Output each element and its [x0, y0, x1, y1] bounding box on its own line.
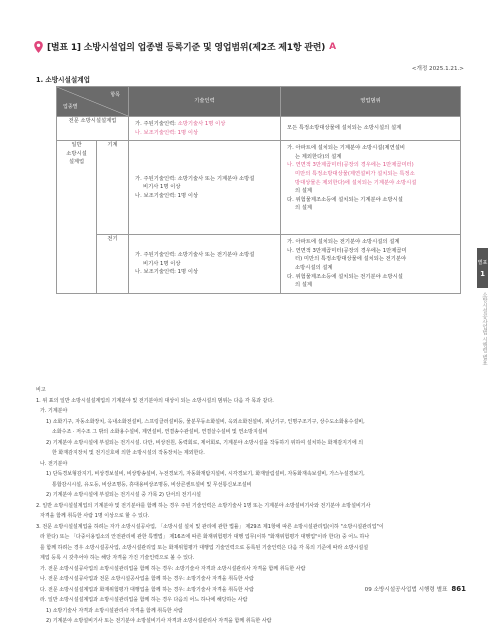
tech-line: 가. 주된기술인력:: [135, 121, 178, 127]
tech-line: 비기사 1명 이상: [143, 260, 181, 267]
note-line: 1) 소방기술사 자격과 소방시설관리사 자격을 함께 취득한 사람: [46, 607, 184, 614]
scope-line: 가. 아파트에 설치되는 전기분야 소방시설의 설계: [287, 239, 400, 246]
note-line: 2) 기계분야 소방시설에 부설되는 전기시설. 다만, 비상전원, 동력회로, 제어회로, 기계분야 소방시설을 작동하기 위하여 설치하는 화재감지기에 의: [46, 439, 364, 446]
note-line: 나. 전문 소방시설공사업과 전문 소방시설공사업을 함께 하는 경우: 소방기술사 자격을 취득한 사람: [40, 576, 254, 582]
table-header-row: [57, 87, 461, 117]
title-row: [34, 40, 474, 53]
note-line: 를 함께 하려는 경우 소방시설공사업, 소방시설관리업 또는 화재위험평가 대행업 기술인력으로 등록된 기술인력은 다음 각 목의 기준에 따라 소방시설설: [40, 544, 369, 551]
note-line: 2. 일반 소방시설설계업의 기계분야 및 전기분야를 함께 하는 경우 주된 기술인력은 소방기술사 1명 또는 기계분야 소방설비기사와 전기분야 소방설비기사: [36, 502, 371, 509]
note-line: 1) 소화기구, 자동소화장치, 옥내소화전설비, 스프링클러설비등, 물분무등소화설비, 옥외소화전설비, 피난기구, 인명구조기구, 상수도소화용수설비,: [46, 418, 365, 425]
scope-line: 다. 위험물제조소등에 설치되는 기계분야 소방시설: [287, 196, 403, 203]
note-line: 한 화재감지장치 및 전기신호에 의한 소방시설의 작동장치는 제외한다.: [52, 450, 205, 456]
tech-line: 나. 보조기술인력: 1명 이상: [135, 192, 199, 199]
cell-scope: [281, 235, 461, 294]
diagonal-header: [57, 87, 129, 117]
map-pin-icon: [34, 41, 43, 53]
tech-line: 가. 주된기술인력: 소방기술사 또는 기계분야 소방설: [135, 175, 255, 182]
side-tab[interactable]: [477, 248, 488, 288]
row-label-general: 전문 소방시설설계업: [57, 117, 129, 141]
registration-table: [56, 86, 461, 294]
cell-scope: 모든 특정소방대상물에 설치되는 소방시설의 설계: [281, 117, 461, 141]
scope-line: 다. 위험물제조소등에 설치되는 전기분야 소방시설: [287, 273, 403, 280]
column-header-scope: 영업범위: [281, 87, 461, 117]
group-label: [57, 141, 97, 294]
cell-scope: [281, 141, 461, 235]
note-line: 라. 일반 소방시설설계업과 소방시설관리업을 함께 하는 경우 다음의 어느 하나에 해당하는 사람: [40, 597, 248, 603]
note-line: 2) 기계분야 소방시설에 부설되는 전기시설 중 가목 2) 단서의 전기시설: [46, 492, 201, 498]
scope-line: 방대상물은 제외한다)에 설치되는 기계분야 소방시설: [295, 179, 417, 186]
tech-line: 비기사 1명 이상: [143, 184, 181, 191]
note-line: 가. 전문 소방시설공사업의 소방시설관리업을 함께 하는 경우: 소방기술사 자격과 소방시설관리사 자격을 함께 취득한 사람: [40, 565, 306, 572]
note-line: 자격을 함께 취득한 사람 1명 이상으로 할 수 있다.: [40, 513, 150, 519]
note-line: 다. 전문 소방시설설계업과 화재위험평가 대행업을 함께 하는 경우: 소방기술사 자격을 취득한 사람: [40, 586, 254, 593]
tech-line: 가. 주된기술인력: 소방기술사 또는 전기분야 소방설: [135, 252, 255, 259]
notes-label: 비고: [36, 387, 46, 393]
row-label-mech: 기계: [97, 141, 129, 235]
note-line: 라 한다) 또는 「다중이용업소의 안전관리에 관한 특별법」 제16조에 따른 화재위험평가 대행 업무(이하 "화재위험평가 대행업"이라 한다) 중 어느 하나: [40, 534, 370, 540]
side-running-title: 소방시설공사업법 시행령 별표: [481, 292, 487, 366]
scope-line: 미만의 특정소방대상물(제연설비가 설치되는 특정소: [295, 170, 415, 177]
diag-label-item: 항목: [110, 92, 120, 98]
cell-tech: [129, 117, 281, 141]
side-tab-number: 1: [480, 269, 485, 278]
scope-line: 의 설계: [295, 188, 313, 195]
scope-line: 의 설계: [295, 282, 313, 289]
row-label-elec: 전기: [97, 235, 129, 294]
note-line: 계업 등록 시 갖추어야 하는 해당 자격을 가진 기술인력으로 볼 수 있다.: [40, 555, 195, 561]
cell-tech: [129, 235, 281, 294]
column-header-tech: 기술인력: [129, 87, 281, 117]
page-number: 861: [451, 585, 466, 593]
table-row: [57, 117, 461, 141]
footer-chapter: 09 소방시설공사업법 시행령 별표: [364, 587, 448, 593]
note-line: 3. 전문 소방시설설계업을 하려는 자가 소방시설공사업, 「소방시설 설치 및 관리에 관한 법률」 제29조 제1항에 따른 소방시설관리업(이하 "소방시설관리업"이: [36, 523, 384, 530]
revision-date: <개정 2025.1.21.>: [411, 66, 464, 72]
cell-tech: [129, 141, 281, 235]
scope-line: 소방시설의 설계: [295, 264, 333, 271]
note-line: 통합감시시설, 유도등, 비상조명등, 휴대용비상조명등, 비상콘센트설비 및 무선통신보조설비: [52, 481, 252, 488]
note-line: 2) 기계분야 소방설비기사 또는 전기분야 소방설비기사 자격과 소방시설관리사 자격을 함께 취득한 사람: [46, 618, 272, 624]
scope-line: 의 설계: [295, 205, 313, 212]
tech-highlight: 소방기술사 1명 이상: [177, 121, 226, 127]
tech-line: 나. 보조기술인력: 1명 이상: [135, 269, 199, 276]
note-line: 가. 기계분야: [40, 408, 68, 414]
note-line: 1) 단독경보형감지기, 비상경보설비, 비상방송설비, 누전경보기, 자동화재탐지설비, 시각경보기, 화재알림설비, 자동화재속보설비, 가스누설경보기,: [46, 471, 365, 477]
scope-line: 는 제외한다)의 설계: [295, 153, 342, 160]
group-label-line: 일반: [71, 142, 82, 149]
group-label-line: 소방시설: [66, 150, 87, 157]
tech-line: 나. 보조기술인력: 1명 이상: [135, 129, 199, 136]
scope-line: 가. 아파트에 설치되는 기계분야 소방시설(제연설비: [287, 145, 405, 152]
page-title: [별표 1] 소방시설업의 업종별 등록기준 및 영업범위(제2조 제1항 관련): [47, 43, 326, 53]
note-line: 1. 위 표의 일반 소방시설설계업의 기계분야 및 전기분야의 대상이 되는 소방시설의 범위는 다음 각 목과 같다.: [36, 397, 274, 404]
scope-line: 나. 연면적 3만제곱미터(공장의 경우에는 1만제곱미: [287, 247, 407, 254]
diag-label-type: 업종별: [63, 104, 78, 111]
group-label-line: 설계업: [68, 159, 85, 166]
section-title: 1. 소방시설설계업: [36, 76, 90, 84]
page-footer: [365, 585, 466, 593]
title-accent: A: [329, 41, 337, 52]
scope-line: 터) 미만의 특정소방대상물에 설치되는 전기분야: [295, 256, 407, 263]
scope-line: 나. 연면적 3만제곱미터(공장의 경우에는 1만제곱미터): [287, 162, 414, 169]
table-row: [57, 141, 461, 235]
note-line: 소화수조 · 저수조 그 밖의 소화용수설비, 제연설비, 연결송수관설비, 연결살수설비 및 연소방지설비: [52, 429, 268, 435]
side-tab-label: 별표: [477, 259, 488, 266]
note-line: 나. 전기분야: [40, 460, 68, 467]
table-row: [57, 235, 461, 294]
